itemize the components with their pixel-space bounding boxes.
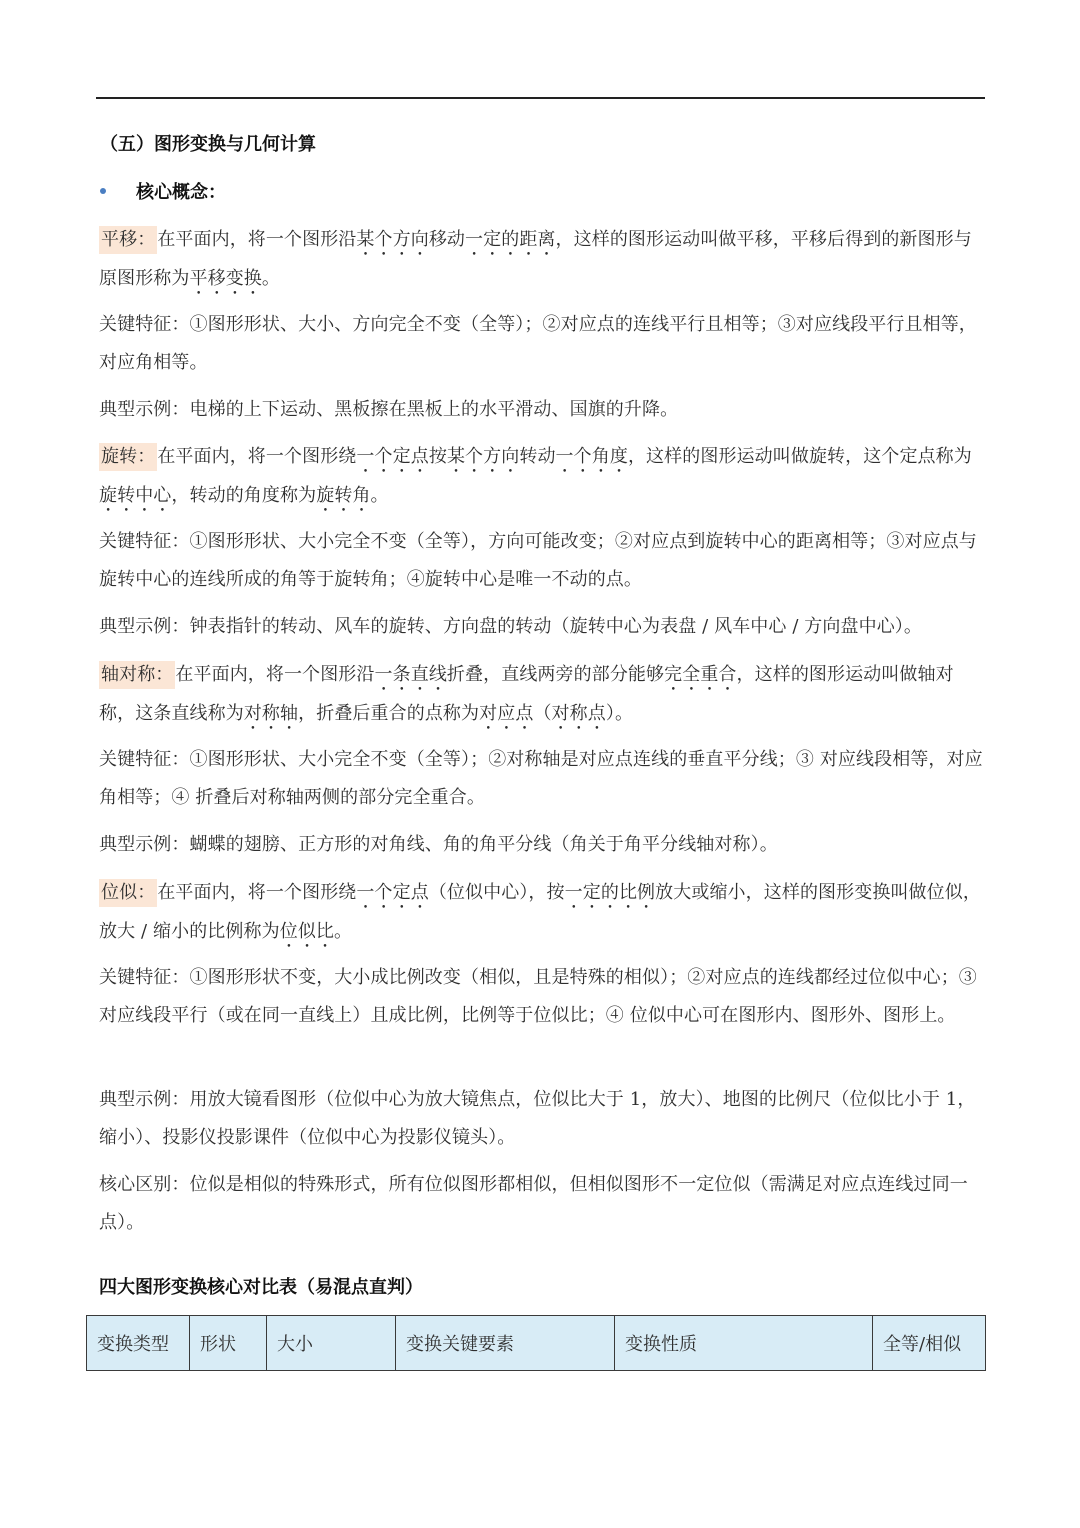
translation-term: 平移：	[99, 226, 157, 254]
core-concepts-label: 核心概念：	[136, 182, 226, 203]
reflection-term: 轴对称：	[99, 661, 175, 689]
homothety-distinction: 核心区别：位似是相似的特殊形式，所有位似图形都相似，但相似图形不一定位似（需满足对应点连线过同一点）。	[99, 1174, 968, 1233]
homothety-examples: 典型示例：用放大镜看图形（位似中心为放大镜焦点，位似比大于 1，放大）、地图的比例尺（位似比小于 1，缩小）、投影仪投影课件（位似中心为投影仪镜头）。	[99, 1089, 976, 1148]
homothety-term: 位似：	[99, 879, 157, 907]
table-header-cell: 大小	[267, 1316, 396, 1371]
table-header-row	[87, 1316, 986, 1371]
table-header-cell: 变换性质	[615, 1316, 873, 1371]
reflection-features: 关键特征：①图形形状、大小完全不变（全等）；②对称轴是对应点连线的垂直平分线；③ 对应线段相等，对应角相等；④ 折叠后对称轴两侧的部分完全重合。	[99, 749, 983, 808]
homothety-features: 关键特征：①图形形状不变，大小成比例改变（相似，且是特殊的相似）；②对应点的连线都经过位似中心；③对应线段平行（或在同一直线上）且成比例，比例等于位似比；④ 位似中心可在图形内、图形外、图形上。	[99, 967, 977, 1026]
table-header-cell: 变换类型	[87, 1316, 190, 1371]
homothety-definition: 位似： 在平面内，将一个图形绕一个定点（位似中心），按一定的比例放大或缩小，这样的图形变换叫做位似，放大 / 缩小的比例称为位似比。	[99, 874, 989, 952]
translation-features: 关键特征：①图形形状、大小、方向完全不变（全等）；②对应点的连线平行且相等；③对应线段平行且相等，对应角相等。	[99, 314, 977, 373]
table-header-cell: 全等/相似	[873, 1316, 986, 1371]
comparison-table	[86, 1315, 986, 1371]
bullet-icon	[100, 188, 106, 194]
table-header-cell: 变换关键要素	[396, 1316, 615, 1371]
rotation-term: 旋转：	[99, 443, 157, 471]
reflection-definition: 轴对称： 在平面内，将一个图形沿一条直线折叠，直线两旁的部分能够完全重合，这样的图形运动叫做轴对称，这条直线称为对称轴，折叠后重合的点称为对应点（对称点）。	[99, 656, 989, 734]
rotation-examples: 典型示例：钟表指针的转动、风车的旋转、方向盘的转动（旋转中心为表盘 / 风车中心 / 方向盘中心）。	[99, 616, 923, 637]
table-title: 四大图形变换核心对比表（易混点直判）	[99, 1277, 423, 1298]
section-title: （五）图形变换与几何计算	[100, 134, 316, 155]
translation-examples: 典型示例：电梯的上下运动、黑板擦在黑板上的水平滑动、国旗的升降。	[99, 399, 679, 420]
reflection-examples: 典型示例：蝴蝶的翅膀、正方形的对角线、角的角平分线（角关于角平分线轴对称）。	[99, 834, 778, 855]
table-header-cell: 形状	[190, 1316, 267, 1371]
rotation-definition: 旋转： 在平面内，将一个图形绕一个定点按某个方向转动一个角度，这样的图形运动叫做旋转，这个定点称为旋转中心，转动的角度称为旋转角。	[99, 438, 989, 516]
rotation-features: 关键特征：①图形形状、大小完全不变（全等），方向可能改变；②对应点到旋转中心的距离相等；③对应点与旋转中心的连线所成的角等于旋转角；④旋转中心是唯一不动的点。	[99, 531, 977, 590]
translation-definition: 平移： 在平面内，将一个图形沿某个方向移动一定的距离，这样的图形运动叫做平移，平移后得到的新图形与原图形称为平移变换。	[99, 221, 989, 299]
core-concepts-heading	[100, 178, 226, 204]
top-rule	[96, 97, 985, 99]
